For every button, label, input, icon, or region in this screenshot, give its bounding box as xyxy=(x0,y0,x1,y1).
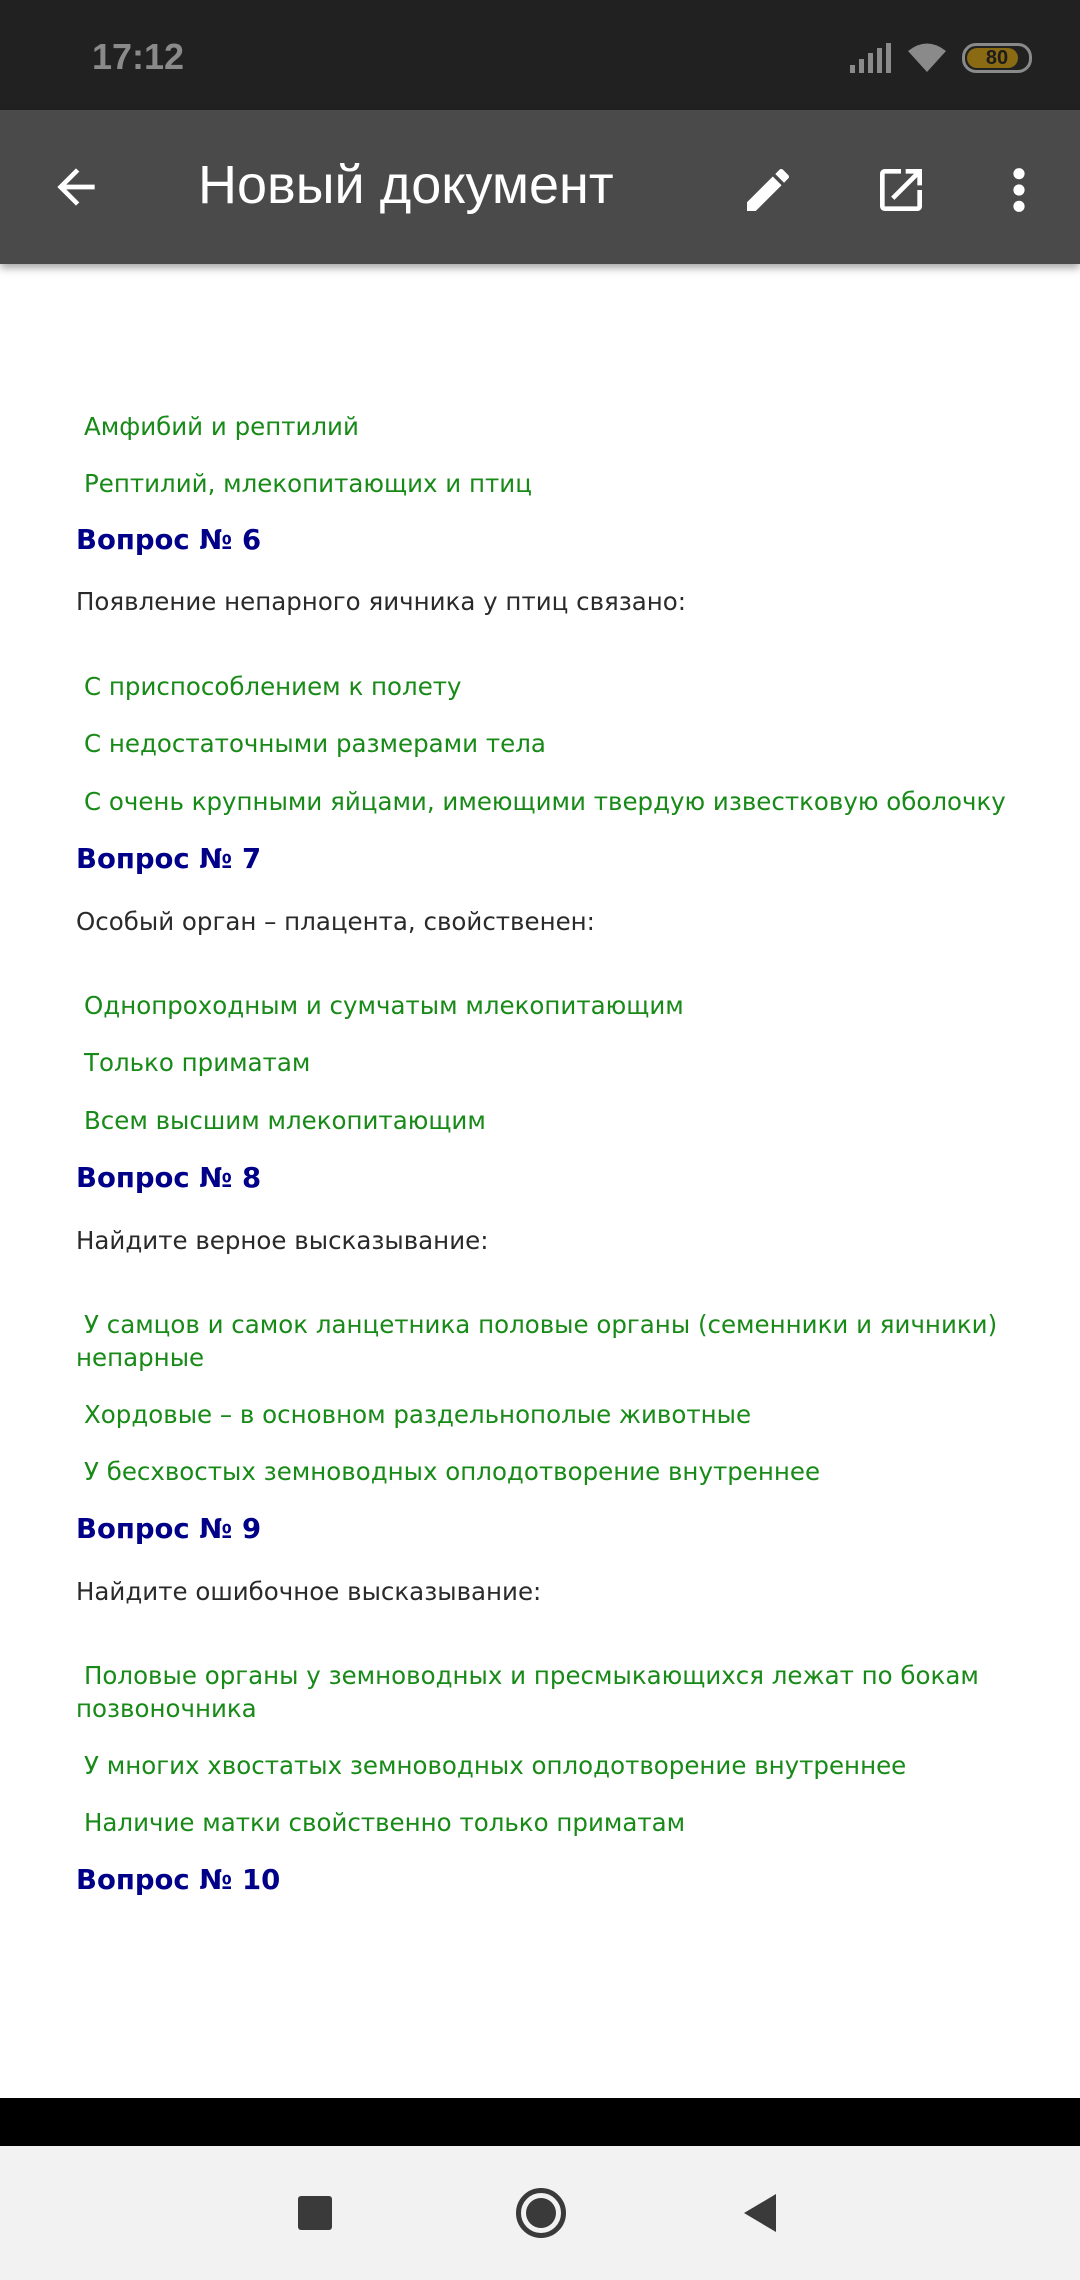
answer-option[interactable]: Однопроходным и сумчатым млекопитающим xyxy=(84,991,684,1020)
bottom-divider xyxy=(0,2098,1080,2146)
app-bar xyxy=(0,110,1080,264)
answer-option[interactable]: У многих хвостатых земноводных оплодотворение внутреннее xyxy=(84,1751,907,1780)
more-vert-icon[interactable] xyxy=(1004,162,1034,218)
answer-option[interactable]: Рептилий, млекопитающих и птиц xyxy=(84,469,532,498)
question-text: Особый орган – плацента, свойственен: xyxy=(76,907,595,936)
answer-option[interactable]: Всем высшим млекопитающим xyxy=(84,1106,486,1135)
answer-option[interactable]: Наличие матки свойственно только приматам xyxy=(84,1808,686,1837)
question-heading: Вопрос № 10 xyxy=(76,1864,281,1896)
answer-option[interactable]: У бесхвостых земноводных оплодотворение внутреннее xyxy=(84,1457,821,1486)
status-bar xyxy=(0,0,1080,110)
recents-icon[interactable] xyxy=(298,2196,332,2230)
home-icon[interactable] xyxy=(516,2188,566,2238)
answer-option[interactable]: Половые органы у земноводных и пресмыкающихся лежат по бокам позвоночника xyxy=(76,1661,979,1723)
question-heading: Вопрос № 6 xyxy=(76,524,262,556)
status-icons xyxy=(850,38,1032,78)
back-icon[interactable] xyxy=(744,2194,776,2232)
wifi-icon xyxy=(906,42,948,74)
page-title: Новый документ xyxy=(198,155,614,215)
back-arrow-icon[interactable] xyxy=(48,159,104,215)
question-text: Появление непарного яичника у птиц связано: xyxy=(76,587,687,616)
open-external-icon[interactable] xyxy=(873,162,929,218)
battery-icon xyxy=(962,43,1032,73)
battery-level: 80 xyxy=(985,46,1009,69)
answer-option[interactable]: С приспособлением к полету xyxy=(84,672,462,701)
status-time: 17:12 xyxy=(92,36,185,77)
navigation-bar xyxy=(0,2146,1080,2280)
edit-icon[interactable] xyxy=(740,162,796,218)
answer-option[interactable]: Хордовые – в основном раздельнополые животные xyxy=(84,1400,752,1429)
answer-option[interactable]: С недостаточными размерами тела xyxy=(84,729,546,758)
question-heading: Вопрос № 8 xyxy=(76,1162,262,1194)
answer-option[interactable]: С очень крупными яйцами, имеющими твердую известковую оболочку xyxy=(84,787,1006,816)
question-heading: Вопрос № 7 xyxy=(76,843,262,875)
answer-option[interactable]: Только приматам xyxy=(84,1048,311,1077)
question-heading: Вопрос № 9 xyxy=(76,1513,262,1545)
signal-icon xyxy=(850,43,892,73)
answer-option[interactable]: Амфибий и рептилий xyxy=(84,412,359,441)
question-text: Найдите верное высказывание: xyxy=(76,1226,489,1255)
answer-option[interactable]: У самцов и самок ланцетника половые органы (семенники и яичники) непарные xyxy=(76,1310,998,1372)
question-text: Найдите ошибочное высказывание: xyxy=(76,1577,542,1606)
